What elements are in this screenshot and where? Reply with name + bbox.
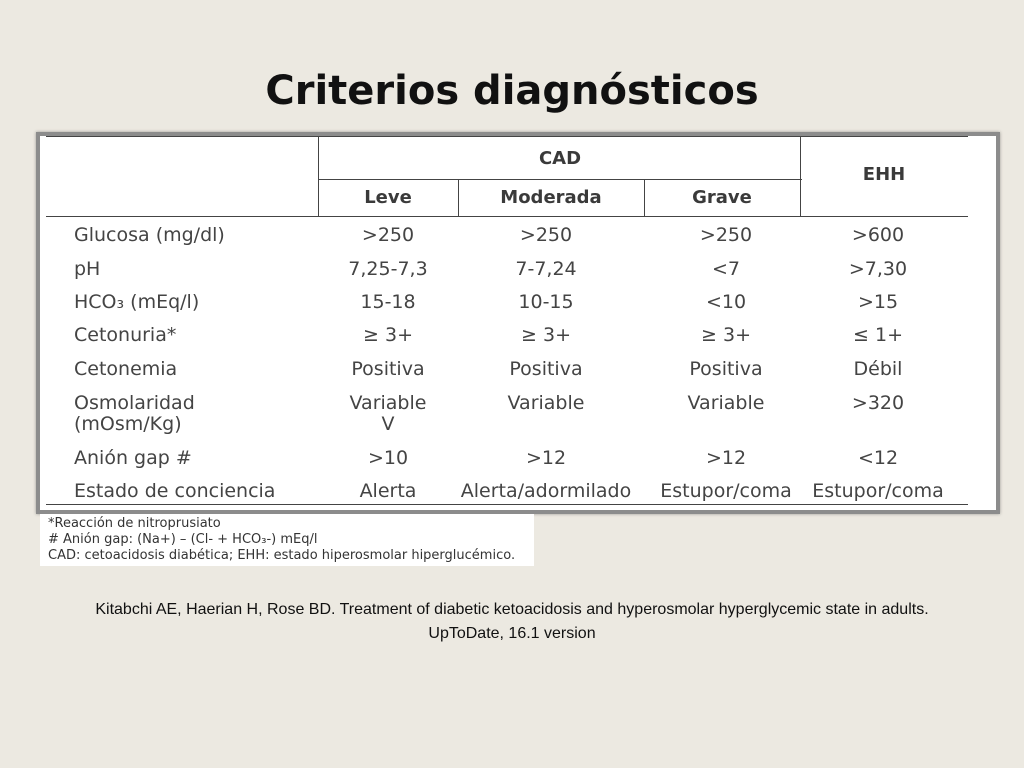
row-label-anion-gap: Anión gap # <box>74 447 192 469</box>
header-leve: Leve <box>364 187 412 208</box>
header-ehh: EHH <box>862 164 906 185</box>
cell-cetonemia-moderada: Positiva <box>509 358 583 380</box>
cell-conciencia-grave: Estupor/coma <box>660 480 792 502</box>
cell-hco3-leve: 15-18 <box>360 291 416 313</box>
table-bottom-rule <box>46 504 968 505</box>
row-label-glucosa: Glucosa (mg/dl) <box>74 224 225 246</box>
row-label-cetonemia: Cetonemia <box>74 358 178 380</box>
cell-anion-gap-grave: >12 <box>705 447 747 469</box>
cell-conciencia-leve: Alerta <box>359 480 417 502</box>
cell-ph-moderada: 7-7,24 <box>515 258 577 280</box>
cell-cetonuria-leve: ≥ 3+ <box>363 324 413 346</box>
footnote-abbreviations: CAD: cetoacidosis diabética; EHH: estado hiperosmolar hiperglucémico. <box>48 548 516 563</box>
cell-anion-gap-ehh: <12 <box>857 447 899 469</box>
citation-line-1: Kitabchi AE, Haerian H, Rose BD. Treatment of diabetic ketoacidosis and hyperosmolar hyperglycemic state in adults. <box>95 601 929 618</box>
cell-hco3-grave: <10 <box>705 291 747 313</box>
cell-osmolaridad-leve: Variable <box>349 392 427 414</box>
cad-subheader-rule <box>318 179 802 180</box>
footnote-nitroprusiato: *Reacción de nitroprusiato <box>48 516 221 531</box>
cell-anion-gap-leve: >10 <box>367 447 409 469</box>
cell-hco3-moderada: 10-15 <box>518 291 574 313</box>
cell-cetonuria-grave: ≥ 3+ <box>701 324 751 346</box>
row-label-ph: pH <box>74 258 101 280</box>
cell-cetonuria-moderada: ≥ 3+ <box>521 324 571 346</box>
cell-conciencia-ehh: Estupor/coma <box>812 480 944 502</box>
header-bottom-rule <box>46 216 968 217</box>
diagnostic-criteria-table <box>36 132 1000 514</box>
cell-osmolaridad-ehh: >320 <box>851 392 905 414</box>
cell-cetonemia-ehh: Débil <box>853 358 903 380</box>
citation <box>0 598 1024 646</box>
cell-cetonemia-leve: Positiva <box>351 358 425 380</box>
cell-anion-gap-moderada: >12 <box>525 447 567 469</box>
cell-glucosa-moderada: >250 <box>519 224 573 246</box>
row-label-estado-conciencia: Estado de conciencia <box>74 480 276 502</box>
cell-ph-grave: <7 <box>711 258 740 280</box>
cell-osmolaridad-leve-line2: V <box>381 413 395 435</box>
row-label-osmolaridad-units: (mOsm/Kg) <box>74 413 182 435</box>
cell-glucosa-grave: >250 <box>699 224 753 246</box>
cell-osmolaridad-grave: Variable <box>687 392 765 414</box>
cell-ph-ehh: >7,30 <box>848 258 908 280</box>
slide-title: Criterios diagnósticos <box>265 68 759 114</box>
cell-cetonemia-grave: Positiva <box>689 358 763 380</box>
cell-ph-leve: 7,25-7,3 <box>348 258 428 280</box>
header-moderada: Moderada <box>500 187 602 208</box>
citation-line-2: UpToDate, 16.1 version <box>428 625 596 642</box>
cell-glucosa-ehh: >600 <box>851 224 905 246</box>
row-label-hco3: HCO₃ (mEq/l) <box>74 291 200 313</box>
table-footnotes <box>40 514 534 566</box>
table-top-rule <box>46 136 968 137</box>
cell-hco3-ehh: >15 <box>857 291 899 313</box>
footnote-anion-gap: # Anión gap: (Na+) – (Cl- + HCO₃-) mEq/l <box>48 532 318 547</box>
cell-glucosa-leve: >250 <box>361 224 415 246</box>
header-grave: Grave <box>692 187 752 208</box>
cell-cetonuria-ehh: ≤ 1+ <box>853 324 903 346</box>
row-label-osmolaridad: Osmolaridad <box>74 392 195 414</box>
cell-osmolaridad-moderada: Variable <box>507 392 585 414</box>
header-cad: CAD <box>538 148 582 169</box>
cell-conciencia-moderada: Alerta/adormilado <box>460 480 632 502</box>
row-label-cetonuria: Cetonuria* <box>74 324 177 346</box>
